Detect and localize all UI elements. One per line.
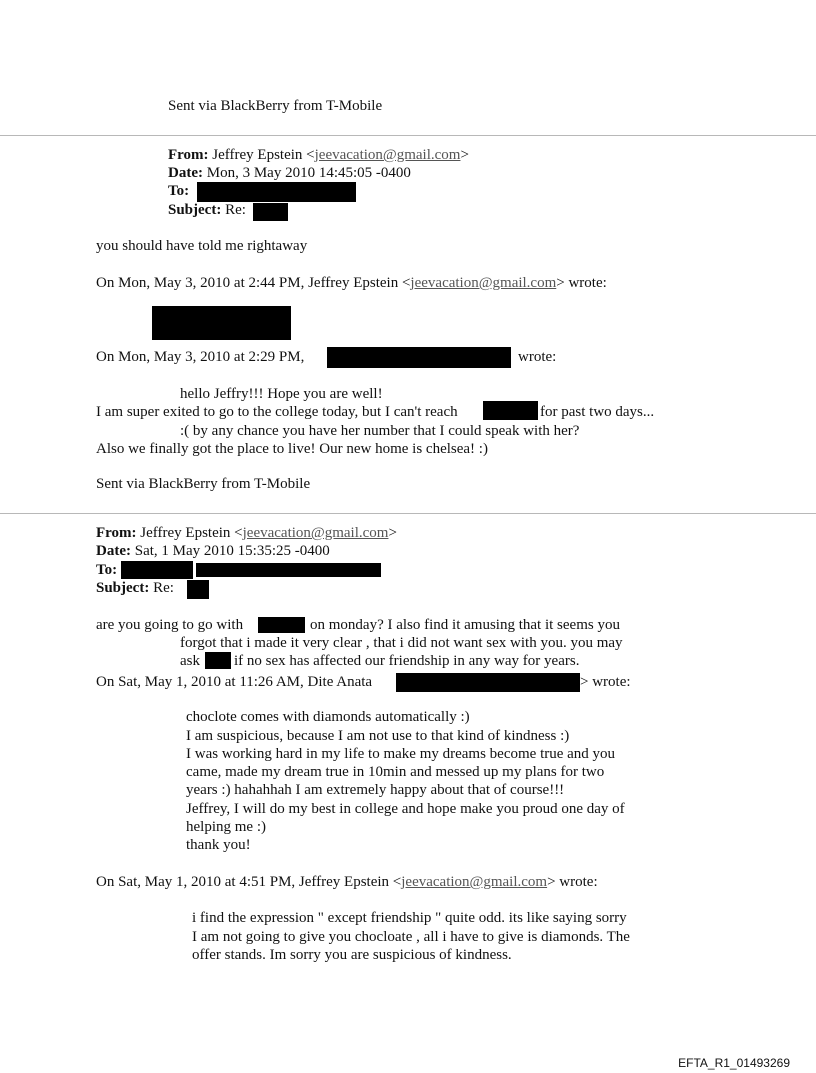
quote-prefix: On Sat, May 1, 2010 at 4:51 PM, Jeffrey Epstein < xyxy=(96,874,402,890)
message-line: for past two days... xyxy=(540,404,655,420)
redaction-box xyxy=(483,401,538,420)
from-name: Jeffrey Epstein < xyxy=(140,525,243,541)
quote-email-link[interactable]: jeevacation@gmail.com xyxy=(401,874,548,890)
quote-prefix: On Mon, May 3, 2010 at 2:44 PM, Jeffrey Epstein < xyxy=(96,275,411,291)
header-to xyxy=(168,182,189,200)
header-subject xyxy=(96,579,174,597)
date-value: Mon, 3 May 2010 14:45:05 -0400 xyxy=(206,165,411,181)
message-line: hello Jeffry!!! Hope you are well! xyxy=(180,386,383,402)
message-line: choclote comes with diamonds automatically :) xyxy=(186,709,470,725)
quote-suffix: > wrote: xyxy=(556,275,607,291)
reply-text: ask xyxy=(180,653,200,669)
reply-text: if no sex has affected our friendship in any way for years. xyxy=(234,653,580,669)
message-line: :( by any chance you have her number that I could speak with her? xyxy=(180,423,580,439)
date-label: Date: xyxy=(96,543,131,559)
from-email-link[interactable]: jeevacation@gmail.com xyxy=(314,147,461,163)
message-line: years :) hahahhah I am extremely happy about that of course!!! xyxy=(186,782,565,798)
header-to xyxy=(96,561,117,579)
quote-header xyxy=(96,873,598,891)
from-label: From: xyxy=(168,147,209,163)
document-id: EFTA_R1_01493269 xyxy=(678,1056,790,1070)
quote-suffix: > wrote: xyxy=(547,874,598,890)
quote-email-link[interactable]: jeevacation@gmail.com xyxy=(410,275,557,291)
redaction-box xyxy=(253,203,288,221)
message-line: I am not going to give you chocloate , all i have to give is diamonds. The xyxy=(192,929,630,945)
redaction-box xyxy=(197,182,356,202)
from-email-link[interactable]: jeevacation@gmail.com xyxy=(242,525,389,541)
message-line: thank you! xyxy=(186,837,251,853)
redaction-box xyxy=(258,617,305,633)
message-line: I was working hard in my life to make my dreams become true and you xyxy=(186,746,616,762)
redaction-box xyxy=(327,347,511,368)
from-label: From: xyxy=(96,525,137,541)
subject-value: Re: xyxy=(225,202,246,218)
to-label: To: xyxy=(168,183,190,199)
reply-text: forgot that i made it very clear , that i did not want sex with you. you may xyxy=(180,635,623,651)
header-date xyxy=(168,164,411,182)
message-line: came, made my dream true in 10min and messed up my plans for two xyxy=(186,764,605,780)
from-close: > xyxy=(460,147,469,163)
subject-label: Subject: xyxy=(96,580,150,596)
date-value: Sat, 1 May 2010 15:35:25 -0400 xyxy=(134,543,330,559)
redaction-box xyxy=(121,561,193,579)
header-from xyxy=(96,524,397,542)
sent-via-text: Sent via BlackBerry from T-Mobile xyxy=(168,98,383,114)
quote-suffix: > wrote: xyxy=(580,674,631,690)
header-subject xyxy=(168,201,246,219)
header-date xyxy=(96,542,330,560)
quote-header: On Sat, May 1, 2010 at 11:26 AM, Dite Anata xyxy=(96,674,373,690)
from-close: > xyxy=(388,525,397,541)
to-label: To: xyxy=(96,562,118,578)
message-line: I am super exited to go to the college today, but I can't reach xyxy=(96,404,458,420)
sent-via-text: Sent via BlackBerry from T-Mobile xyxy=(96,476,311,492)
separator-line xyxy=(0,135,816,136)
subject-value: Re: xyxy=(153,580,174,596)
message-line: Also we finally got the place to live! Our new home is chelsea! :) xyxy=(96,441,488,457)
redaction-box xyxy=(152,306,291,340)
redaction-box xyxy=(205,652,231,669)
redaction-box xyxy=(187,580,209,599)
redaction-box xyxy=(196,563,381,577)
message-line: helping me :) xyxy=(186,819,266,835)
from-name: Jeffrey Epstein < xyxy=(212,147,315,163)
message-line: Jeffrey, I will do my best in college and hope make you proud one day of xyxy=(186,801,625,817)
reply-text: on monday? I also find it amusing that it seems you xyxy=(310,617,620,633)
message-line: offer stands. Im sorry you are suspicious of kindness. xyxy=(192,947,512,963)
quote-suffix: wrote: xyxy=(518,349,557,365)
message-line: I am suspicious, because I am not use to that kind of kindness :) xyxy=(186,728,570,744)
quote-header xyxy=(96,274,607,292)
reply-text: are you going to go with xyxy=(96,617,244,633)
quote-header: On Mon, May 3, 2010 at 2:29 PM, xyxy=(96,349,305,365)
header-from xyxy=(168,146,469,164)
reply-text: you should have told me rightaway xyxy=(96,238,308,254)
message-line: i find the expression " except friendship " quite odd. its like saying sorry xyxy=(192,910,627,926)
redaction-box xyxy=(396,673,580,692)
separator-line xyxy=(0,513,816,514)
subject-label: Subject: xyxy=(168,202,222,218)
date-label: Date: xyxy=(168,165,203,181)
